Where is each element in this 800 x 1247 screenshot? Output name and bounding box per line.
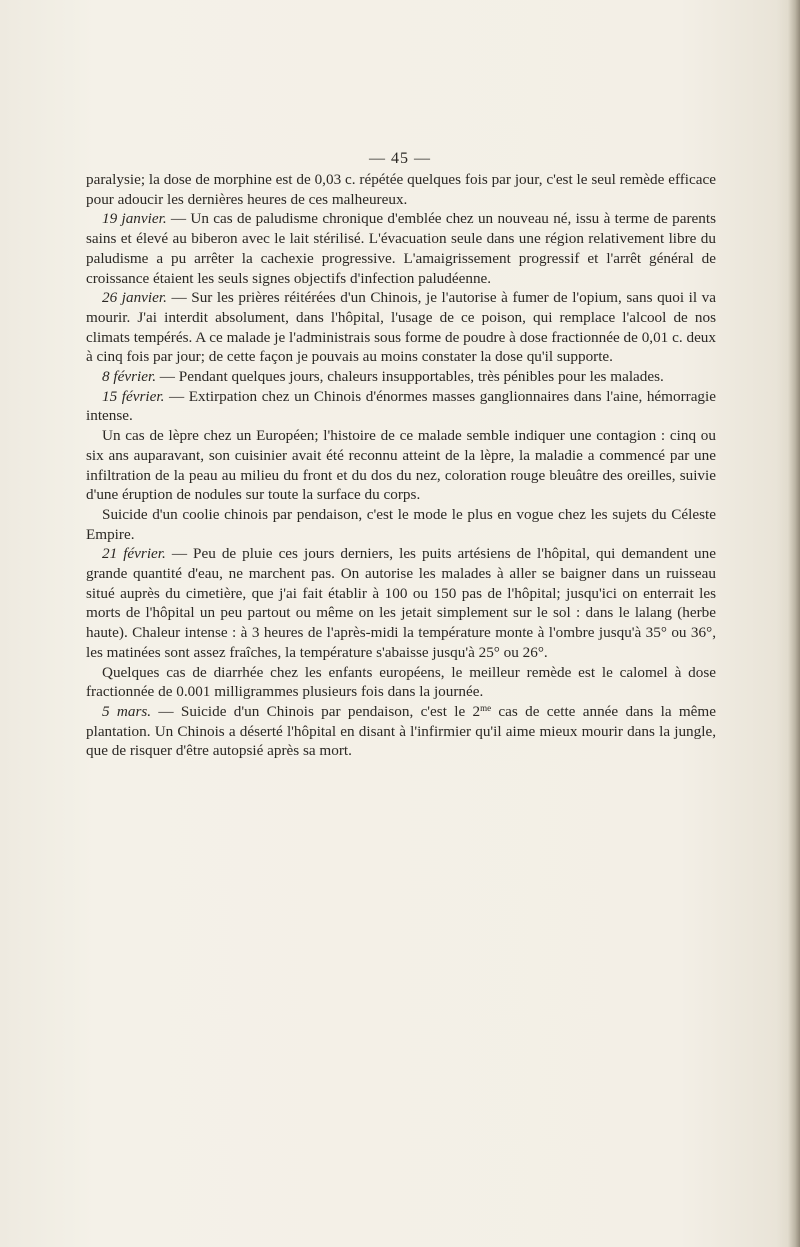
paragraph-8: [86, 544, 716, 662]
paragraph-text: — Un cas de paludisme chronique d'emblée chez un nouveau né, issu à terme de parents sains et élevé au biberon avec le lait stérilisé. L'évacuation seule dans une région relativement libre du paludisme a pu arrêter la cachexie progressive. L'amaigrissement progressif et l'arrêt général de croissance étaient les seuls signes objectifs d'infection paludéenne.: [86, 210, 716, 287]
paragraph-3: [86, 288, 716, 367]
page-edge-shadow: [788, 0, 800, 1247]
paragraph-text-continued: cas de cette année dans la même plantation. Un Chinois a déserté l'hôpital en disant à l'infirmier qu'il aime mieux mourir dans la jungle, que de risquer d'être autopsié après sa mort.: [86, 702, 716, 760]
paragraph-1: [86, 170, 716, 209]
paragraph-text: Suicide d'un coolie chinois par pendaison, c'est le mode le plus en vogue chez les sujets du Céleste Empire.: [86, 505, 716, 543]
entry-date: 5 mars.: [102, 702, 152, 720]
body-text: [86, 170, 716, 761]
paragraph-2: [86, 209, 716, 288]
entry-date: 26 janvier.: [102, 289, 167, 307]
entry-date: 15 février.: [102, 387, 165, 405]
paragraph-text: Quelques cas de diarrhée chez les enfants européens, le meilleur remède est le calomel à dose fractionnée de 0.001 milligrammes plusieurs fois dans la journée.: [86, 663, 716, 701]
entry-date: 19 janvier.: [102, 210, 167, 228]
entry-date: 21 février.: [102, 545, 166, 563]
paragraph-text: — Peu de pluie ces jours derniers, les puits artésiens de l'hôpital, qui demandent une grande quantité d'eau, ne marchent pas. On autorise les malades à aller se baigner dans un ruisseau situé auprès du cimetière, que j'ai fait établir à 100 ou 150 pas de l'hôpital; jusqu'ici on enterrait les morts de l'hôpital un peu partout ou même on les jetait simplement sur le sol : dans le lalang (herbe haute). Chaleur intense : à 3 heures de l'après-midi la température monte à l'ombre jusqu'à 35° ou 36°, les matinées sont assez fraîches, la température s'abaisse jusqu'à 25° ou 26°.: [86, 545, 716, 661]
paragraph-text: — Sur les prières réitérées d'un Chinois, je l'autorise à fumer de l'opium, sans quoi il va mourir. J'ai interdit absolument, dans l'hôpital, l'usage de ce poison, qui remplace l'alcool de nos climats tempérés. A ce malade je l'administrais sous forme de poudre à dose fractionnée de 0,01 c. deux à cinq fois par jour; de cette façon je pouvais au moins constater la dose qu'il supporte.: [86, 289, 716, 366]
paragraph-6: [86, 426, 716, 505]
paragraph-text: — Pendant quelques jours, chaleurs insupportables, très pénibles pour les malades.: [156, 368, 664, 386]
paragraph-9: [86, 663, 716, 702]
ordinal-superscript: me: [480, 702, 492, 713]
paragraph-4: [86, 367, 716, 387]
paragraph-text: Un cas de lèpre chez un Européen; l'histoire de ce malade semble indiquer une contagion : cinq ou six ans auparavant, son cuisinier avait été reconnu atteint de la lèpre, la maladie a commencé par une infiltration de la peau au milieu du front et du dos du nez, coloration rouge bleuâtre des oreilles, suivie d'une éruption de nodules sur toute la surface du corps.: [86, 427, 716, 504]
paragraph-5: [86, 387, 716, 426]
paragraph-10: [86, 702, 716, 761]
entry-date: 8 février.: [102, 368, 156, 386]
paragraph-text: paralysie; la dose de morphine est de 0,03 c. répétée quelques fois par jour, c'est le seul remède efficace pour adoucir les dernières heures de ces malheureux.: [86, 171, 716, 208]
paragraph-text: — Extirpation chez un Chinois d'énormes masses ganglionnaires dans l'aine, hémorragie intense.: [86, 387, 716, 425]
page-number: — 45 —: [369, 150, 431, 167]
paragraph-text: — Suicide d'un Chinois par pendaison, c'est le 2: [151, 702, 481, 720]
paragraph-7: [86, 505, 716, 544]
